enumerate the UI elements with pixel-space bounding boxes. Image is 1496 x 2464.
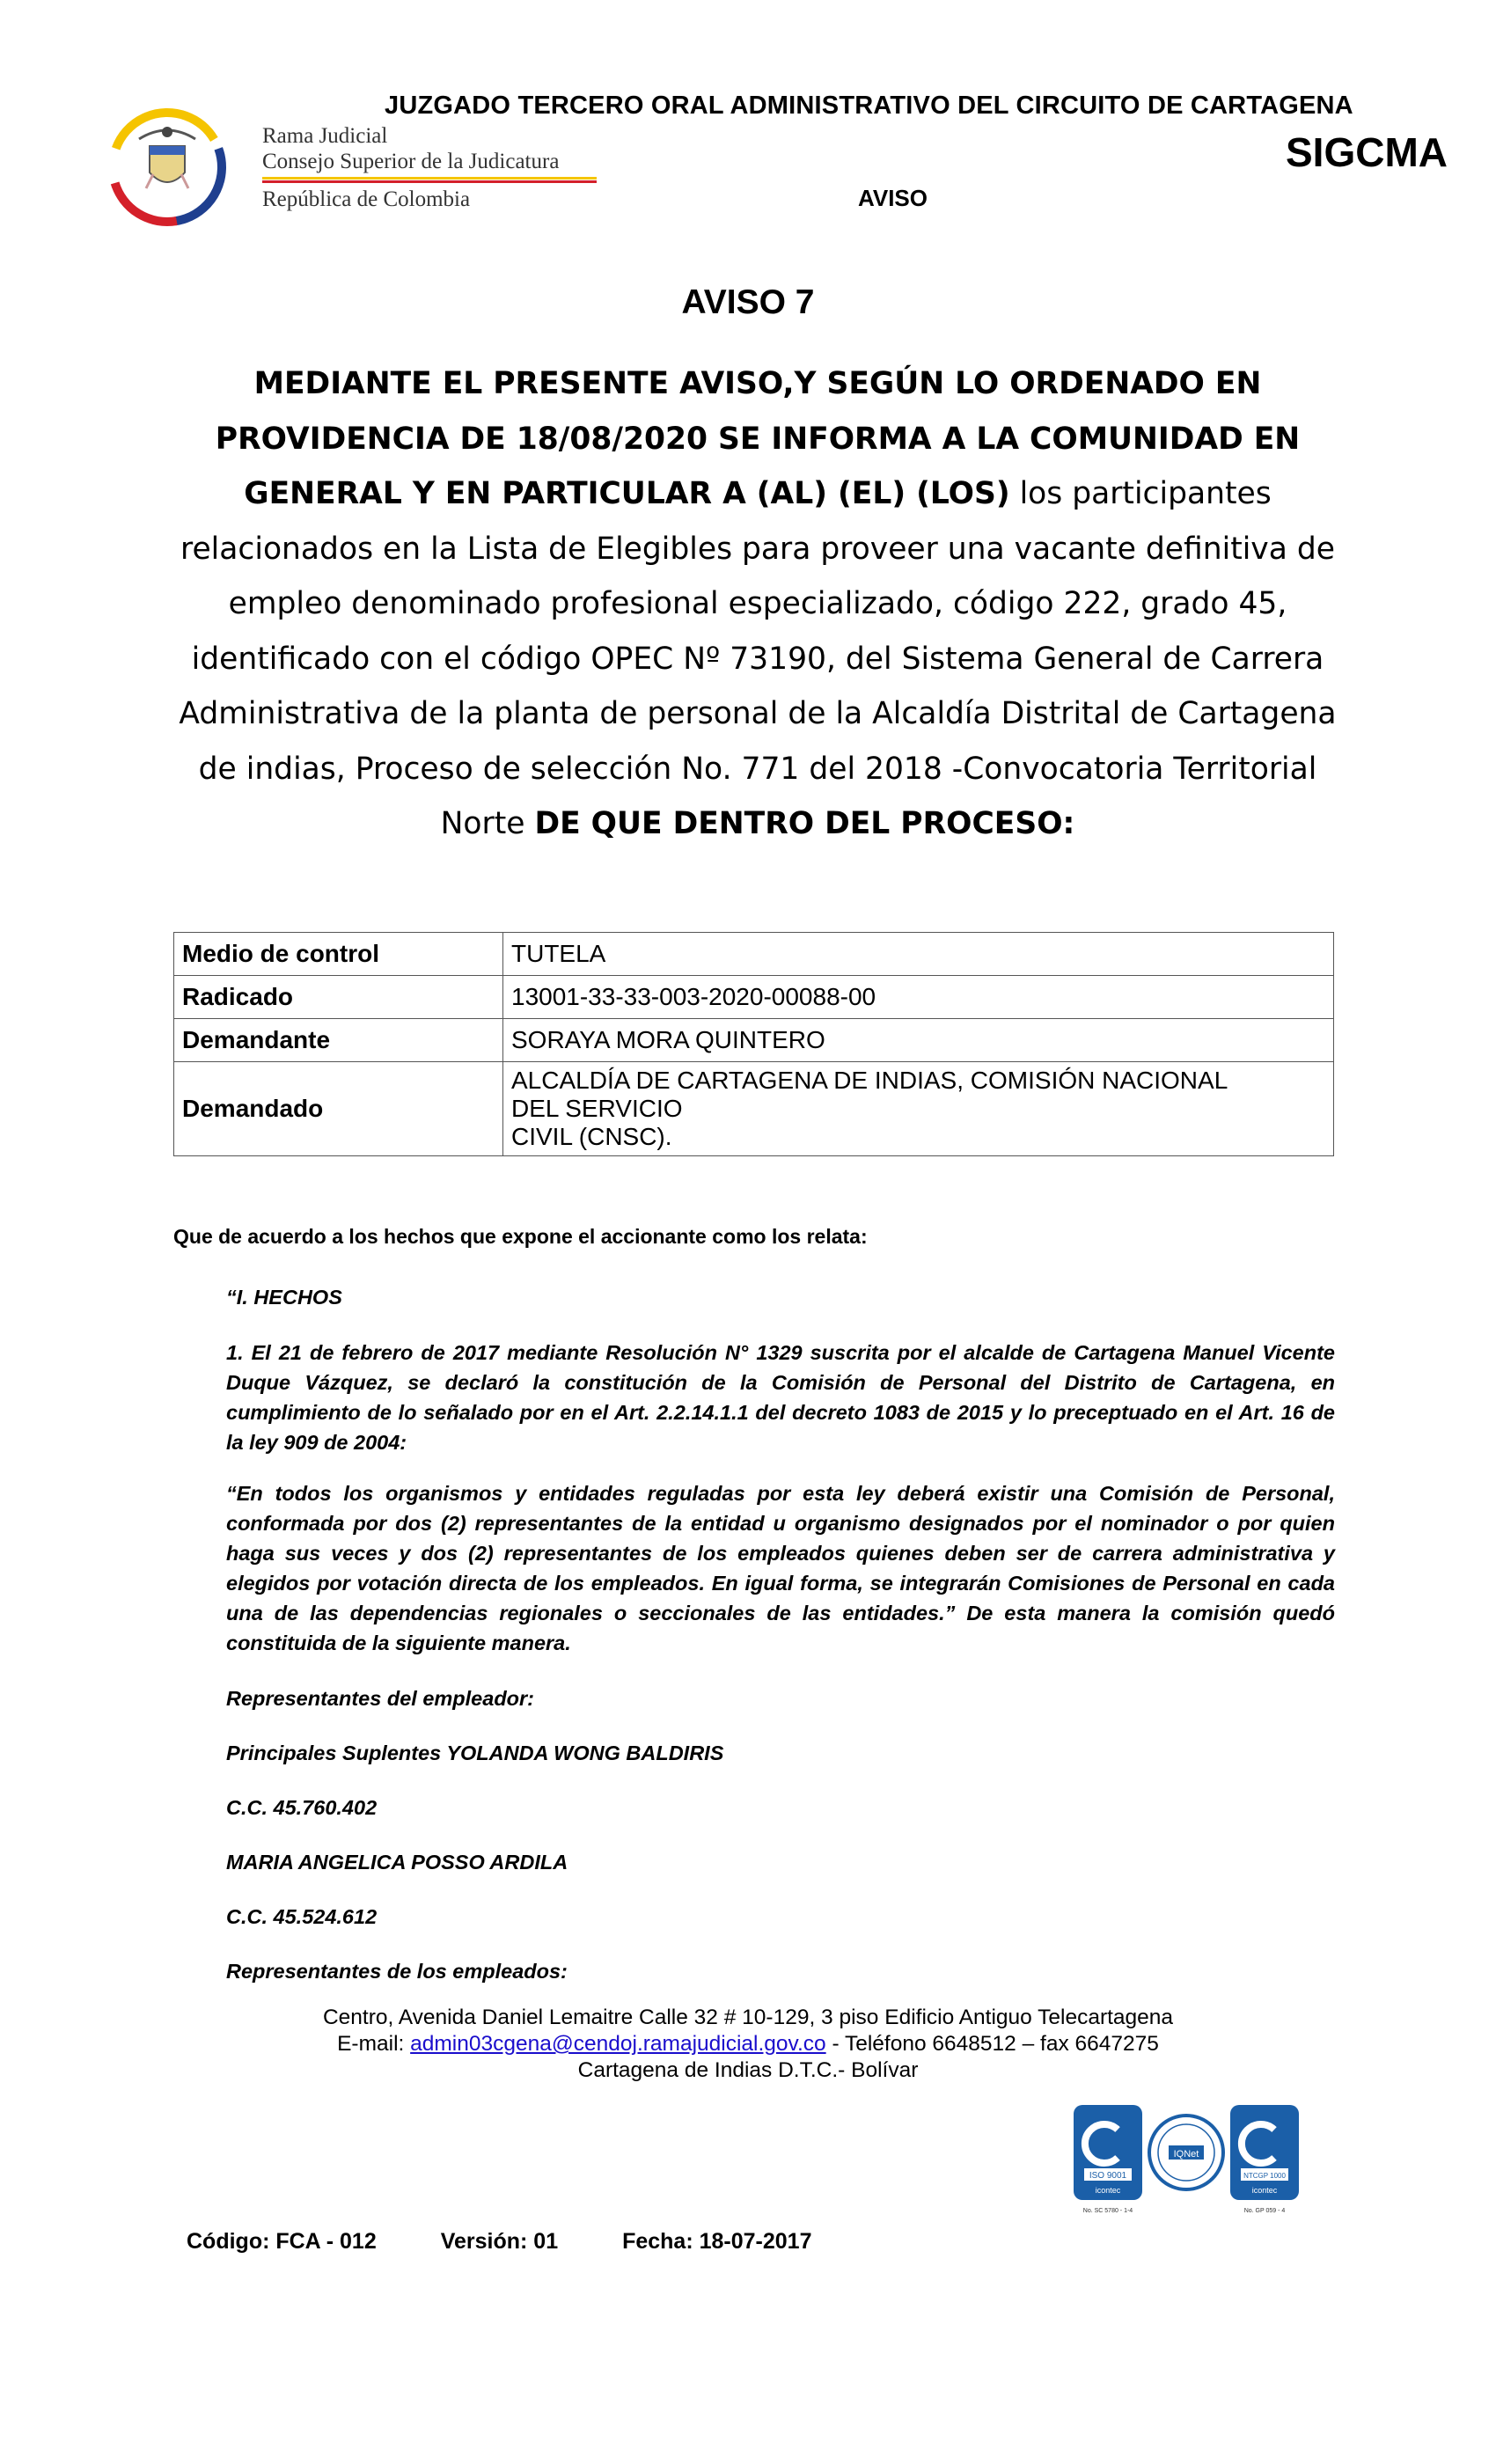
certification-logos xyxy=(1072,2103,1301,2235)
cert-code-2: No. GP 059 - 4 xyxy=(1243,2208,1286,2214)
section-heading: “I. HECHOS xyxy=(226,1286,342,1309)
quote-paragraph: “En todos los organismos y entidades reguladas por esta ley deberá existir una Comisión de Personal, conformada por dos (2) representantes de la entidad u organismo designados por el nominador o por quien haga sus veces y dos (2) representantes de los empleados quienes deben ser de carrera administrativa y elegidos por votación directa de los empleados. En igual forma, se integrarán Comisiones de Personal en cada una de las dependencias regionales o seccionales de las entidades.” De esta manera la comisión quedó constituida de la siguiente manera. xyxy=(226,1482,1335,1654)
logo-line-3: República de Colombia xyxy=(262,187,471,211)
table-row xyxy=(174,933,1334,976)
footer-address: Centro, Avenida Daniel Lemaitre Calle 32 # 10-129, 3 piso Edificio Antiguo Telecartagena xyxy=(322,2006,1174,2029)
table-row xyxy=(174,1019,1334,1062)
rama-judicial-logo xyxy=(104,104,605,227)
document-code-line xyxy=(187,2229,869,2255)
table-label: Medio de control xyxy=(174,933,503,976)
id-line: C.C. 45.760.402 xyxy=(226,1796,378,1819)
footer-contact xyxy=(0,2031,1496,2057)
cert-label-ntcgp: NTCGP 1000 xyxy=(1243,2172,1286,2180)
cert-code-1: No. SC 5780 - 1-4 xyxy=(1082,2208,1133,2214)
table-label: Demandado xyxy=(174,1062,503,1156)
fact-paragraph: 1. El 21 de febrero de 2017 mediante Resolución N° 1329 suscrita por el alcalde de Cartagena Manuel Vicente Duque Vázquez, se declaró la constitución de la Comisión de Personal del Distrito de Cartagena, en cumplimiento de lo señalado por en el Art. 2.2.14.1.1 del decreto 1083 de 2015 y lo preceptuado en el Art. 16 de la ley 909 de 2004: xyxy=(226,1341,1335,1454)
case-table xyxy=(173,932,1334,1156)
logo-text xyxy=(262,123,597,212)
footer-city: Cartagena de Indias D.T.C.- Bolívar xyxy=(577,2058,919,2082)
cert-label-icontec-2: icontec xyxy=(1251,2186,1278,2195)
table-value-line: CIVIL (CNSC). xyxy=(511,1123,672,1150)
document-type: AVISO xyxy=(858,185,928,211)
table-label: Radicado xyxy=(174,976,503,1019)
table-row xyxy=(174,976,1334,1019)
employer-reps-heading: Representantes del empleador: xyxy=(226,1687,534,1710)
table-row xyxy=(174,1062,1334,1156)
coat-of-arms-icon xyxy=(104,104,245,227)
phone-text: - Teléfono 6648512 – fax 6647275 xyxy=(825,2032,1159,2056)
table-value-line: DEL SERVICIO xyxy=(511,1095,683,1122)
page-title: AVISO 7 xyxy=(681,283,815,321)
table-value-line: ALCALDÍA DE CARTAGENA DE INDIAS, COMISIÓN NACIONAL xyxy=(511,1067,1228,1094)
cert-label-iqnet: IQNet xyxy=(1173,2149,1199,2160)
table-value: 13001-33-33-003-2020-00088-00 xyxy=(503,976,1334,1019)
cert-label-iso: ISO 9001 xyxy=(1089,2171,1127,2181)
id-line: C.C. 45.524.612 xyxy=(226,1905,378,1928)
rep-line: Principales Suplentes YOLANDA WONG BALDIRIS xyxy=(226,1742,724,1764)
doc-version: Versión: 01 xyxy=(440,2229,559,2254)
doc-code: Código: FCA - 012 xyxy=(187,2229,377,2254)
employee-reps-heading: Representantes de los empleados: xyxy=(226,1960,568,1983)
notice-normal-part: los participantes relacionados en la Lista de Elegibles para proveer una vacante definitiva de empleo denominado profesional especializado, código 222, grado 45, identificado con el código OPEC Nº 73190, del Sistema General de Carrera Administrativa de la planta de personal de la Alcaldía Distrital de Cartagena de indias, Proceso de selección No. 771 del 2018 -Convocatoria Territorial Norte xyxy=(179,476,1337,841)
table-value xyxy=(503,1062,1334,1156)
notice-bold-part: MEDIANTE EL PRESENTE AVISO,Y SEGÚN LO ORDENADO EN PROVIDENCIA DE 18/08/2020 SE INFORMA A LA COMUNIDAD EN GENERAL Y EN PARTICULAR A (AL) (EL) (LOS) xyxy=(215,366,1301,511)
intro-text: Que de acuerdo a los hechos que expone el accionante como los relata: xyxy=(173,1225,868,1248)
cert-label-icontec: icontec xyxy=(1095,2186,1121,2195)
notice-paragraph xyxy=(172,356,1343,852)
email-link[interactable]: admin03cgena@cendoj.ramajudicial.gov.co xyxy=(410,2032,826,2056)
logo-divider-yellow xyxy=(262,177,597,180)
logo-line-2: Consejo Superior de la Judicatura xyxy=(262,150,560,173)
table-value: SORAYA MORA QUINTERO xyxy=(503,1019,1334,1062)
logo-line-1: Rama Judicial xyxy=(262,124,388,148)
notice-end-part: DE QUE DENTRO DEL PROCESO: xyxy=(534,806,1075,841)
table-label: Demandante xyxy=(174,1019,503,1062)
table-value: TUTELA xyxy=(503,933,1334,976)
system-name: SIGCMA xyxy=(1286,129,1448,175)
doc-date: Fecha: 18-07-2017 xyxy=(622,2229,812,2254)
court-name: JUZGADO TERCERO ORAL ADMINISTRATIVO DEL CIRCUITO DE CARTAGENA xyxy=(385,92,1353,120)
rep-line: MARIA ANGELICA POSSO ARDILA xyxy=(226,1851,568,1874)
certification-seals-icon xyxy=(1072,2103,1301,2235)
logo-divider-red xyxy=(262,180,597,183)
email-label: E-mail: xyxy=(337,2032,411,2056)
